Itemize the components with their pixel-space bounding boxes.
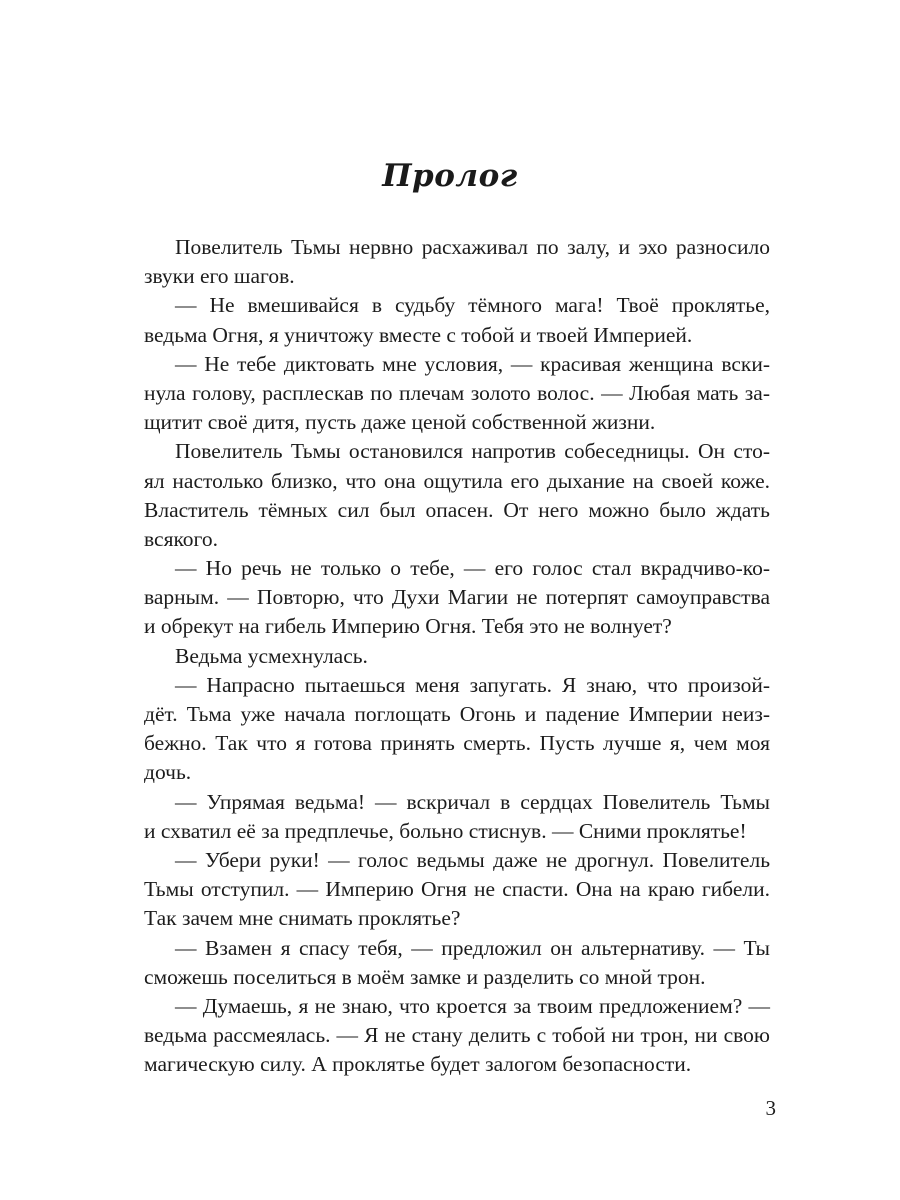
text-line: и схватил её за предплечье, больно стиснув. — Сними проклятье! [144, 818, 747, 843]
text-line: — Взамен я спасу тебя, — предложил он альтернативу. — Ты [175, 935, 770, 960]
text-line: — Не тебе диктовать мне условия, — красивая женщина вски- [175, 351, 770, 376]
text-line: ял настолько близко, что она ощутила его дыхание на своей коже. [144, 468, 770, 493]
text-line: Тьмы отступил. — Империю Огня не спасти. Она на краю гибели. [144, 877, 770, 902]
text-line: — Но речь не только о тебе, — его голос стал вкрадчиво-ко- [175, 556, 770, 581]
text-line: Ведьма усмехнулась. [175, 643, 368, 668]
text-line: варным. — Повторю, что Духи Магии не потерпят самоуправства [144, 585, 770, 610]
text-line: — Думаешь, я не знаю, что кроется за твоим предложением? — [175, 993, 770, 1018]
chapter-title: Пролог [382, 158, 518, 194]
text-line: нула голову, расплескав по плечам золото волос. — Любая мать за- [144, 380, 770, 405]
text-line: — Упрямая ведьма! — вскричал в сердцах Повелитель Тьмы [175, 789, 770, 814]
text-line: щитит своё дитя, пусть даже ценой собственной жизни. [144, 410, 656, 435]
text-line: — Не вмешивайся в судьбу тёмного мага! Твоё проклятье, [175, 293, 770, 318]
page-number: 3 [765, 1096, 776, 1120]
text-line: Так зачем мне снимать проклятье? [144, 906, 461, 931]
text-line: — Убери руки! — голос ведьмы даже не дрогнул. Повелитель [175, 847, 770, 872]
text-line: дёт. Тьма уже начала поглощать Огонь и падение Империи неиз- [144, 702, 770, 726]
chapter-body [144, 233, 770, 1079]
text-line: Повелитель Тьмы остановился напротив собеседницы. Он сто- [175, 439, 770, 464]
text-line: звуки его шагов. [144, 264, 295, 289]
text-line: Повелитель Тьмы нервно расхаживал по залу, и эхо разносило [175, 235, 770, 259]
text-line: сможешь поселиться в моём замке и разделить со мной трон. [144, 964, 706, 989]
text-line: всякого. [144, 526, 218, 551]
text-line: дочь. [144, 760, 192, 785]
text-line: бежно. Так что я готова принять смерть. Пусть лучше я, чем моя [144, 731, 770, 756]
text-line: ведьма рассмеялась. — Я не стану делить с тобой ни трон, ни свою [144, 1023, 770, 1048]
text-line: Властитель тёмных сил был опасен. От него можно было ждать [144, 497, 770, 522]
text-line: и обрекут на гибель Империю Огня. Тебя это не волнует? [144, 614, 672, 639]
text-line: — Напрасно пытаешься меня запугать. Я знаю, что произой- [175, 672, 770, 697]
text-line: магическую силу. А проклятье будет залогом безопасности. [144, 1052, 692, 1077]
text-line: ведьма Огня, я уничтожу вместе с тобой и твоей Империей. [144, 322, 693, 347]
